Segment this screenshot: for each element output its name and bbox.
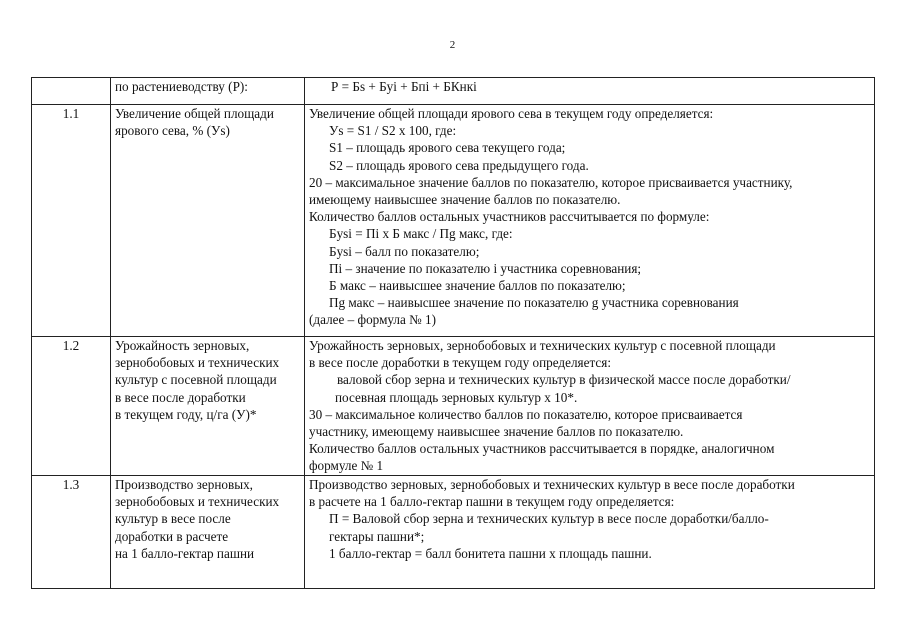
row-desc-line: 1 балло-гектар = балл бонитета пашни х площадь пашни. [329, 545, 652, 561]
row-num-cell: 1.1 [32, 105, 111, 337]
row-desc-line: в весе после доработки в текущем году определяется: [309, 355, 611, 371]
row-name-line: ярового сева, % (Уs) [115, 123, 230, 139]
row-name-line: на 1 балло-гектар пашни [115, 545, 255, 561]
table-row [32, 476, 875, 589]
row-name-cell [111, 105, 305, 337]
row-desc-line: Бysi – балл по показателю; [329, 243, 480, 259]
page-number: 2 [449, 39, 456, 51]
row-desc-line: Пg макс – наивысшее значение по показателю g участника соревнования [329, 295, 739, 311]
row-name-cell [111, 337, 305, 476]
row-name-cell [111, 476, 305, 589]
row-desc-line: посевная площадь зерновых культур х 10*. [335, 389, 578, 405]
row-desc-line: S1 – площадь ярового сева текущего года; [329, 140, 566, 156]
row-desc-line: валовой сбор зерна и технических культур в физической массе после доработки/ [337, 372, 791, 388]
row-desc-line: Количество баллов остальных участников рассчитывается по формуле: [309, 209, 710, 225]
row-desc-cell [305, 476, 875, 589]
row-desc-line: S2 – площадь ярового сева предыдущего года. [329, 157, 589, 173]
row-desc-line: формуле № 1 [309, 458, 384, 474]
table-row [32, 337, 875, 476]
row-name-line: культур в весе после [115, 511, 231, 527]
row-num-cell: 1.2 [32, 337, 111, 476]
row-desc-line: Бysi = Пi х Б макс / Пg макс, где: [329, 226, 513, 242]
header-name-cell [111, 78, 305, 105]
row-desc-line: Количество баллов остальных участников рассчитывается в порядке, аналогичном [309, 441, 775, 457]
row-name-line: Увеличение общей площади [115, 106, 274, 121]
header-name-text: по растениеводству (Р): [115, 79, 248, 94]
row-desc-line: Увеличение общей площади ярового сева в текущем году определяется: [309, 106, 714, 121]
header-formula-cell [305, 78, 875, 105]
row-desc-line: имеющему наивысшее значение баллов по показателю. [309, 192, 621, 208]
row-desc-line: П = Валовой сбор зерна и технических культур в весе после доработки/балло- [329, 511, 769, 527]
row-name-line: Производство зерновых, [115, 477, 253, 492]
row-desc-cell [305, 105, 875, 337]
row-name-line: Урожайность зерновых, [115, 338, 250, 353]
row-name-line: в весе после доработки [115, 389, 246, 405]
header-formula-text: Р = Бs + Бyi + Бпi + БКнкi [331, 79, 477, 94]
header-num-cell [32, 78, 111, 105]
criteria-table [31, 77, 875, 589]
row-desc-line: участнику, имеющему наивысшее значение баллов по показателю. [309, 424, 684, 440]
row-desc-cell [305, 337, 875, 476]
row-name-line: зернобобовых и технических [115, 355, 280, 371]
row-desc-line: 30 – максимальное количество баллов по показателю, которое присваивается [309, 406, 743, 422]
row-num-cell: 1.3 [32, 476, 111, 589]
row-desc-line: Пi – значение по показателю i участника соревнования; [329, 260, 642, 276]
row-desc-line: 20 – максимальное значение баллов по показателю, которое присваивается участнику, [309, 174, 793, 190]
row-name-line: в текущем году, ц/га (У)* [115, 406, 257, 422]
row-desc-line: Уs = S1 / S2 х 100, где: [329, 123, 457, 139]
table-row-header [32, 78, 875, 105]
row-name-line: зернобобовых и технических [115, 494, 280, 510]
table-row [32, 105, 875, 337]
row-desc-line: Урожайность зерновых, зернобобовых и технических культур с посевной площади [309, 338, 776, 353]
row-desc-line: гектары пашни*; [329, 528, 425, 544]
row-name-line: культур с посевной площади [115, 372, 277, 388]
row-desc-line: в расчете на 1 балло-гектар пашни в текущем году определяется: [309, 494, 675, 510]
row-name-line: доработки в расчете [115, 528, 229, 544]
row-desc-line: Производство зерновых, зернобобовых и технических культур в весе после доработки [309, 477, 795, 492]
row-desc-line: (далее – формула № 1) [309, 312, 437, 328]
row-desc-line: Б макс – наивысшее значение баллов по показателю; [329, 278, 626, 294]
